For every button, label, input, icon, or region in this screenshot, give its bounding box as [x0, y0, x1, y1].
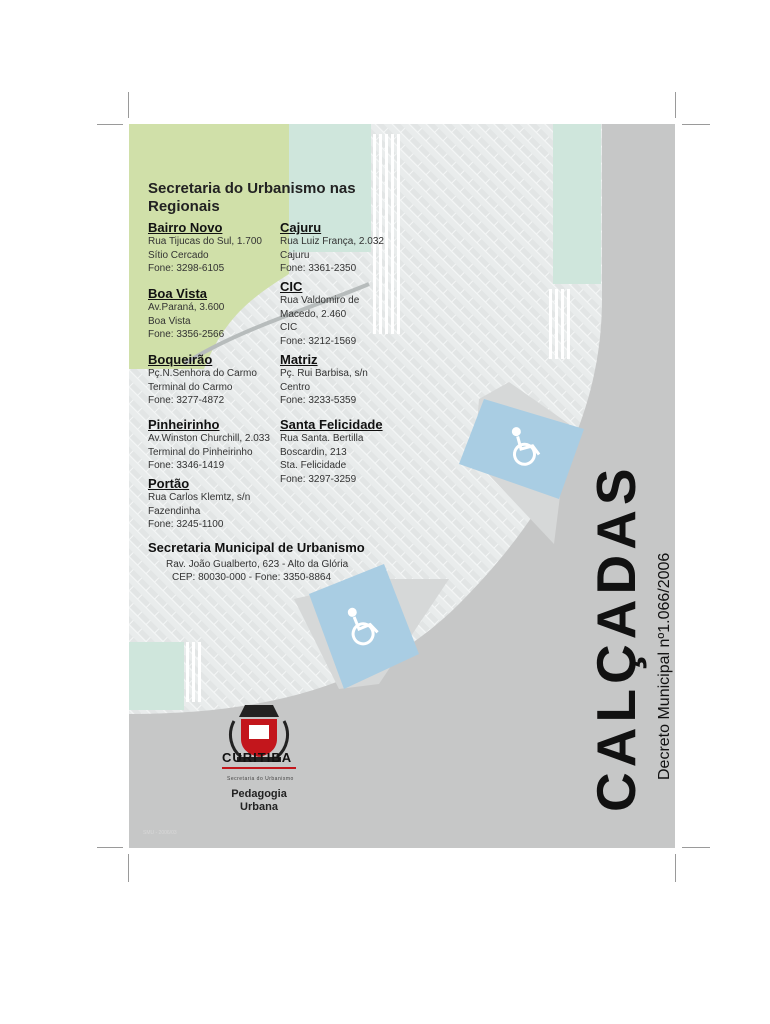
crop-mark — [97, 124, 123, 125]
mint-block — [129, 642, 184, 710]
logo-underline — [222, 767, 296, 769]
office-line: Rua Carlos Klemtz, s/n — [148, 492, 251, 503]
office-line: Fone: 3346-1419 — [148, 460, 225, 471]
office-line: CIC — [280, 322, 298, 333]
brochure-cover — [129, 124, 675, 848]
crosswalk — [186, 642, 201, 702]
office-portao — [148, 476, 250, 532]
office-line: Terminal do Pinheirinho — [148, 446, 253, 458]
office-line: Sta. Felicidade — [280, 460, 347, 471]
office-line: Centro — [280, 381, 311, 393]
office-line: Av.Winston Churchill, 2.033 — [148, 433, 270, 444]
crop-mark — [675, 92, 676, 118]
office-name: Boqueirão — [148, 352, 213, 367]
office-bairro-novo — [148, 220, 262, 276]
cover-subtitle: Decreto Municipal nº1.066/2006 — [656, 552, 673, 780]
municipal-cep: CEP: 80030-000 - Fone: 3350-8864 — [172, 572, 331, 583]
office-name: Pinheirinho — [148, 417, 220, 432]
office-name: CIC — [280, 279, 303, 294]
logo-subtitle: Secretaria do Urbanismo — [227, 776, 294, 782]
logo-name: CURITIBA — [222, 750, 293, 765]
office-line: Boscardin, 213 — [280, 446, 347, 458]
crop-mark — [128, 854, 129, 882]
office-line: Rua Valdomiro de — [280, 295, 360, 306]
office-boqueirao — [148, 352, 257, 408]
regionais-title: Secretaria do Urbanismo nas Regionais — [148, 180, 356, 215]
office-line: Boa Vista — [148, 315, 191, 327]
office-name: Boa Vista — [148, 286, 208, 301]
crop-mark — [682, 847, 710, 848]
crop-mark — [97, 847, 123, 848]
office-line: Av.Paraná, 3.600 — [148, 302, 225, 313]
office-line: Pç.N.Senhora do Carmo — [148, 368, 257, 379]
program-line: Pedagogia — [231, 788, 287, 800]
office-line: Fone: 3361-2350 — [280, 263, 357, 274]
crop-mark — [128, 92, 129, 118]
municipal-title: Secretaria Municipal de Urbanismo — [148, 540, 365, 555]
crop-mark — [675, 854, 676, 882]
office-name: Bairro Novo — [148, 220, 223, 235]
office-line: Fazendinha — [148, 505, 201, 517]
office-name: Santa Felicidade — [280, 417, 383, 432]
office-line: Pç. Rui Barbisa, s/n — [280, 368, 368, 379]
office-line: Rua Tijucas do Sul, 1.700 — [148, 236, 262, 247]
office-line: Fone: 3245-1100 — [148, 519, 224, 530]
print-code: SMU - 2006/03 — [143, 830, 177, 836]
crop-mark — [682, 124, 710, 125]
program-line: Urbana — [240, 801, 278, 813]
office-line: Sítio Cercado — [148, 249, 209, 261]
office-name: Portão — [148, 476, 190, 491]
office-name: Cajuru — [280, 220, 322, 235]
office-line: Fone: 3356-2566 — [148, 329, 225, 340]
office-line: Fone: 3212-1569 — [280, 335, 357, 347]
office-matriz — [280, 352, 368, 408]
mint-block — [553, 124, 601, 284]
office-line: Fone: 3298-6105 — [148, 263, 225, 274]
cover-title: CALÇADAS — [585, 463, 647, 812]
program-name — [214, 788, 304, 814]
municipal-address: Rav. João Gualberto, 623 - Alto da Glória — [166, 559, 349, 570]
office-boa-vista — [148, 286, 224, 342]
office-line: Cajuru — [280, 249, 310, 261]
office-line: Fone: 3277-4872 — [148, 395, 225, 406]
office-line: Rua Luiz França, 2.032 — [280, 236, 384, 247]
office-line: Terminal do Carmo — [148, 381, 233, 393]
office-line: Fone: 3297-3259 — [280, 473, 357, 485]
office-cic — [280, 279, 359, 348]
office-santa-felicidade — [280, 417, 383, 486]
office-pinheirinho — [148, 417, 270, 473]
office-cajuru — [280, 220, 384, 276]
office-name: Matriz — [280, 352, 318, 367]
office-line: Rua Santa. Bertilla — [280, 433, 364, 444]
office-line: Fone: 3233-5359 — [280, 395, 357, 406]
office-line: Macedo, 2.460 — [280, 308, 347, 320]
